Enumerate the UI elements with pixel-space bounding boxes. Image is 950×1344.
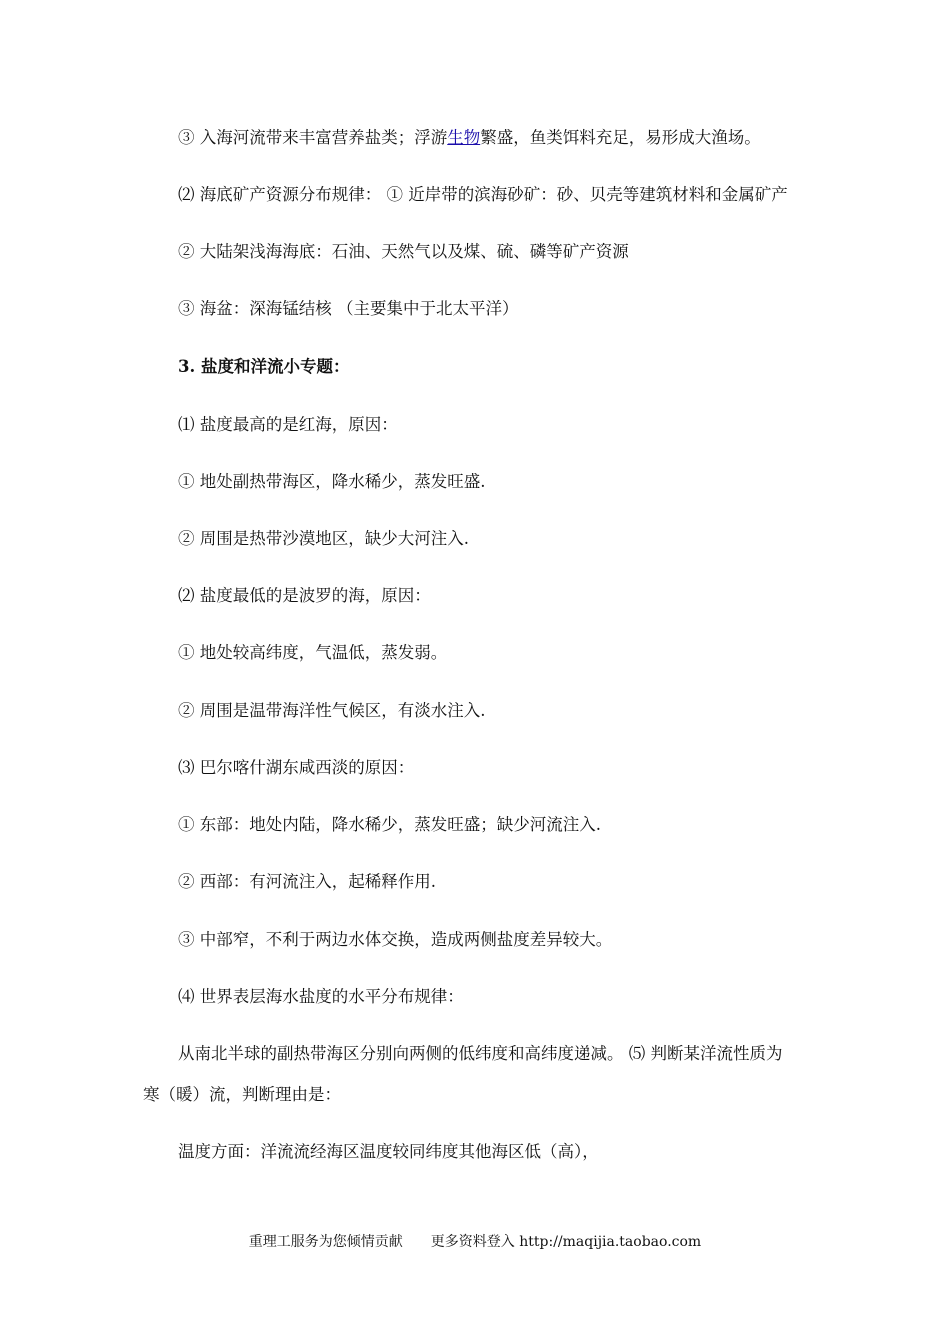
paragraph-temperature: 温度方面：洋流流经海区温度较同纬度其他海区低（高），	[178, 1142, 599, 1161]
paragraph-continental-shelf: ② 大陆架浅海海底：石油、天然气以及煤、硫、磷等矿产资源	[178, 242, 629, 261]
paragraph-fishing-ground	[178, 127, 761, 149]
link-biology[interactable]: 生物	[447, 128, 481, 147]
footer-credit: 重理工服务为您倾情贡献	[248, 1234, 403, 1250]
section-heading: 3. 盐度和洋流小专题：	[178, 357, 350, 376]
paragraph-seabed-minerals: ⑵ 海底矿产资源分布规律： ① 近岸带的滨海砂矿：砂、贝壳等建筑材料和金属矿产	[178, 185, 788, 204]
list-item: ② 西部：有河流注入，起稀释作用.	[178, 872, 436, 891]
paragraph-salinity-rule: 从南北半球的副热带海区分别向两侧的低纬度和高纬度递减。 ⑸ 判断某洋流性质为	[178, 1044, 783, 1063]
list-item: ② 周围是热带沙漠地区，缺少大河注入.	[178, 529, 469, 548]
text-segment: 繁盛，鱼类饵料充足，易形成大渔场。	[480, 128, 761, 147]
list-item: ③ 中部窄，不利于两边水体交换，造成两侧盐度差异较大。	[178, 930, 613, 949]
list-item: ① 地处较高纬度，气温低，蒸发弱。	[178, 643, 448, 662]
list-item: ① 东部：地处内陆，降水稀少，蒸发旺盛；缺少河流注入.	[178, 815, 601, 834]
paragraph-salinity-distribution: ⑷ 世界表层海水盐度的水平分布规律：	[178, 987, 464, 1006]
paragraph-salinity-rule-continued: 寒（暖）流，判断理由是：	[143, 1085, 341, 1104]
footer-more-info: 更多资料登入 http://maqijia.taobao.com	[430, 1234, 702, 1250]
paragraph-balkhash: ⑶ 巴尔喀什湖东咸西淡的原因：	[178, 758, 415, 777]
paragraph-red-sea: ⑴ 盐度最高的是红海，原因：	[178, 415, 398, 434]
page-footer	[0, 1233, 950, 1251]
paragraph-ocean-basin: ③ 海盆：深海锰结核 （主要集中于北太平洋）	[178, 299, 519, 318]
list-item: ② 周围是温带海洋性气候区，有淡水注入.	[178, 701, 486, 720]
paragraph-baltic-sea: ⑵ 盐度最低的是波罗的海，原因：	[178, 586, 431, 605]
list-item: ① 地处副热带海区，降水稀少，蒸发旺盛.	[178, 472, 486, 491]
text-segment: ③ 入海河流带来丰富营养盐类；浮游	[178, 128, 448, 147]
